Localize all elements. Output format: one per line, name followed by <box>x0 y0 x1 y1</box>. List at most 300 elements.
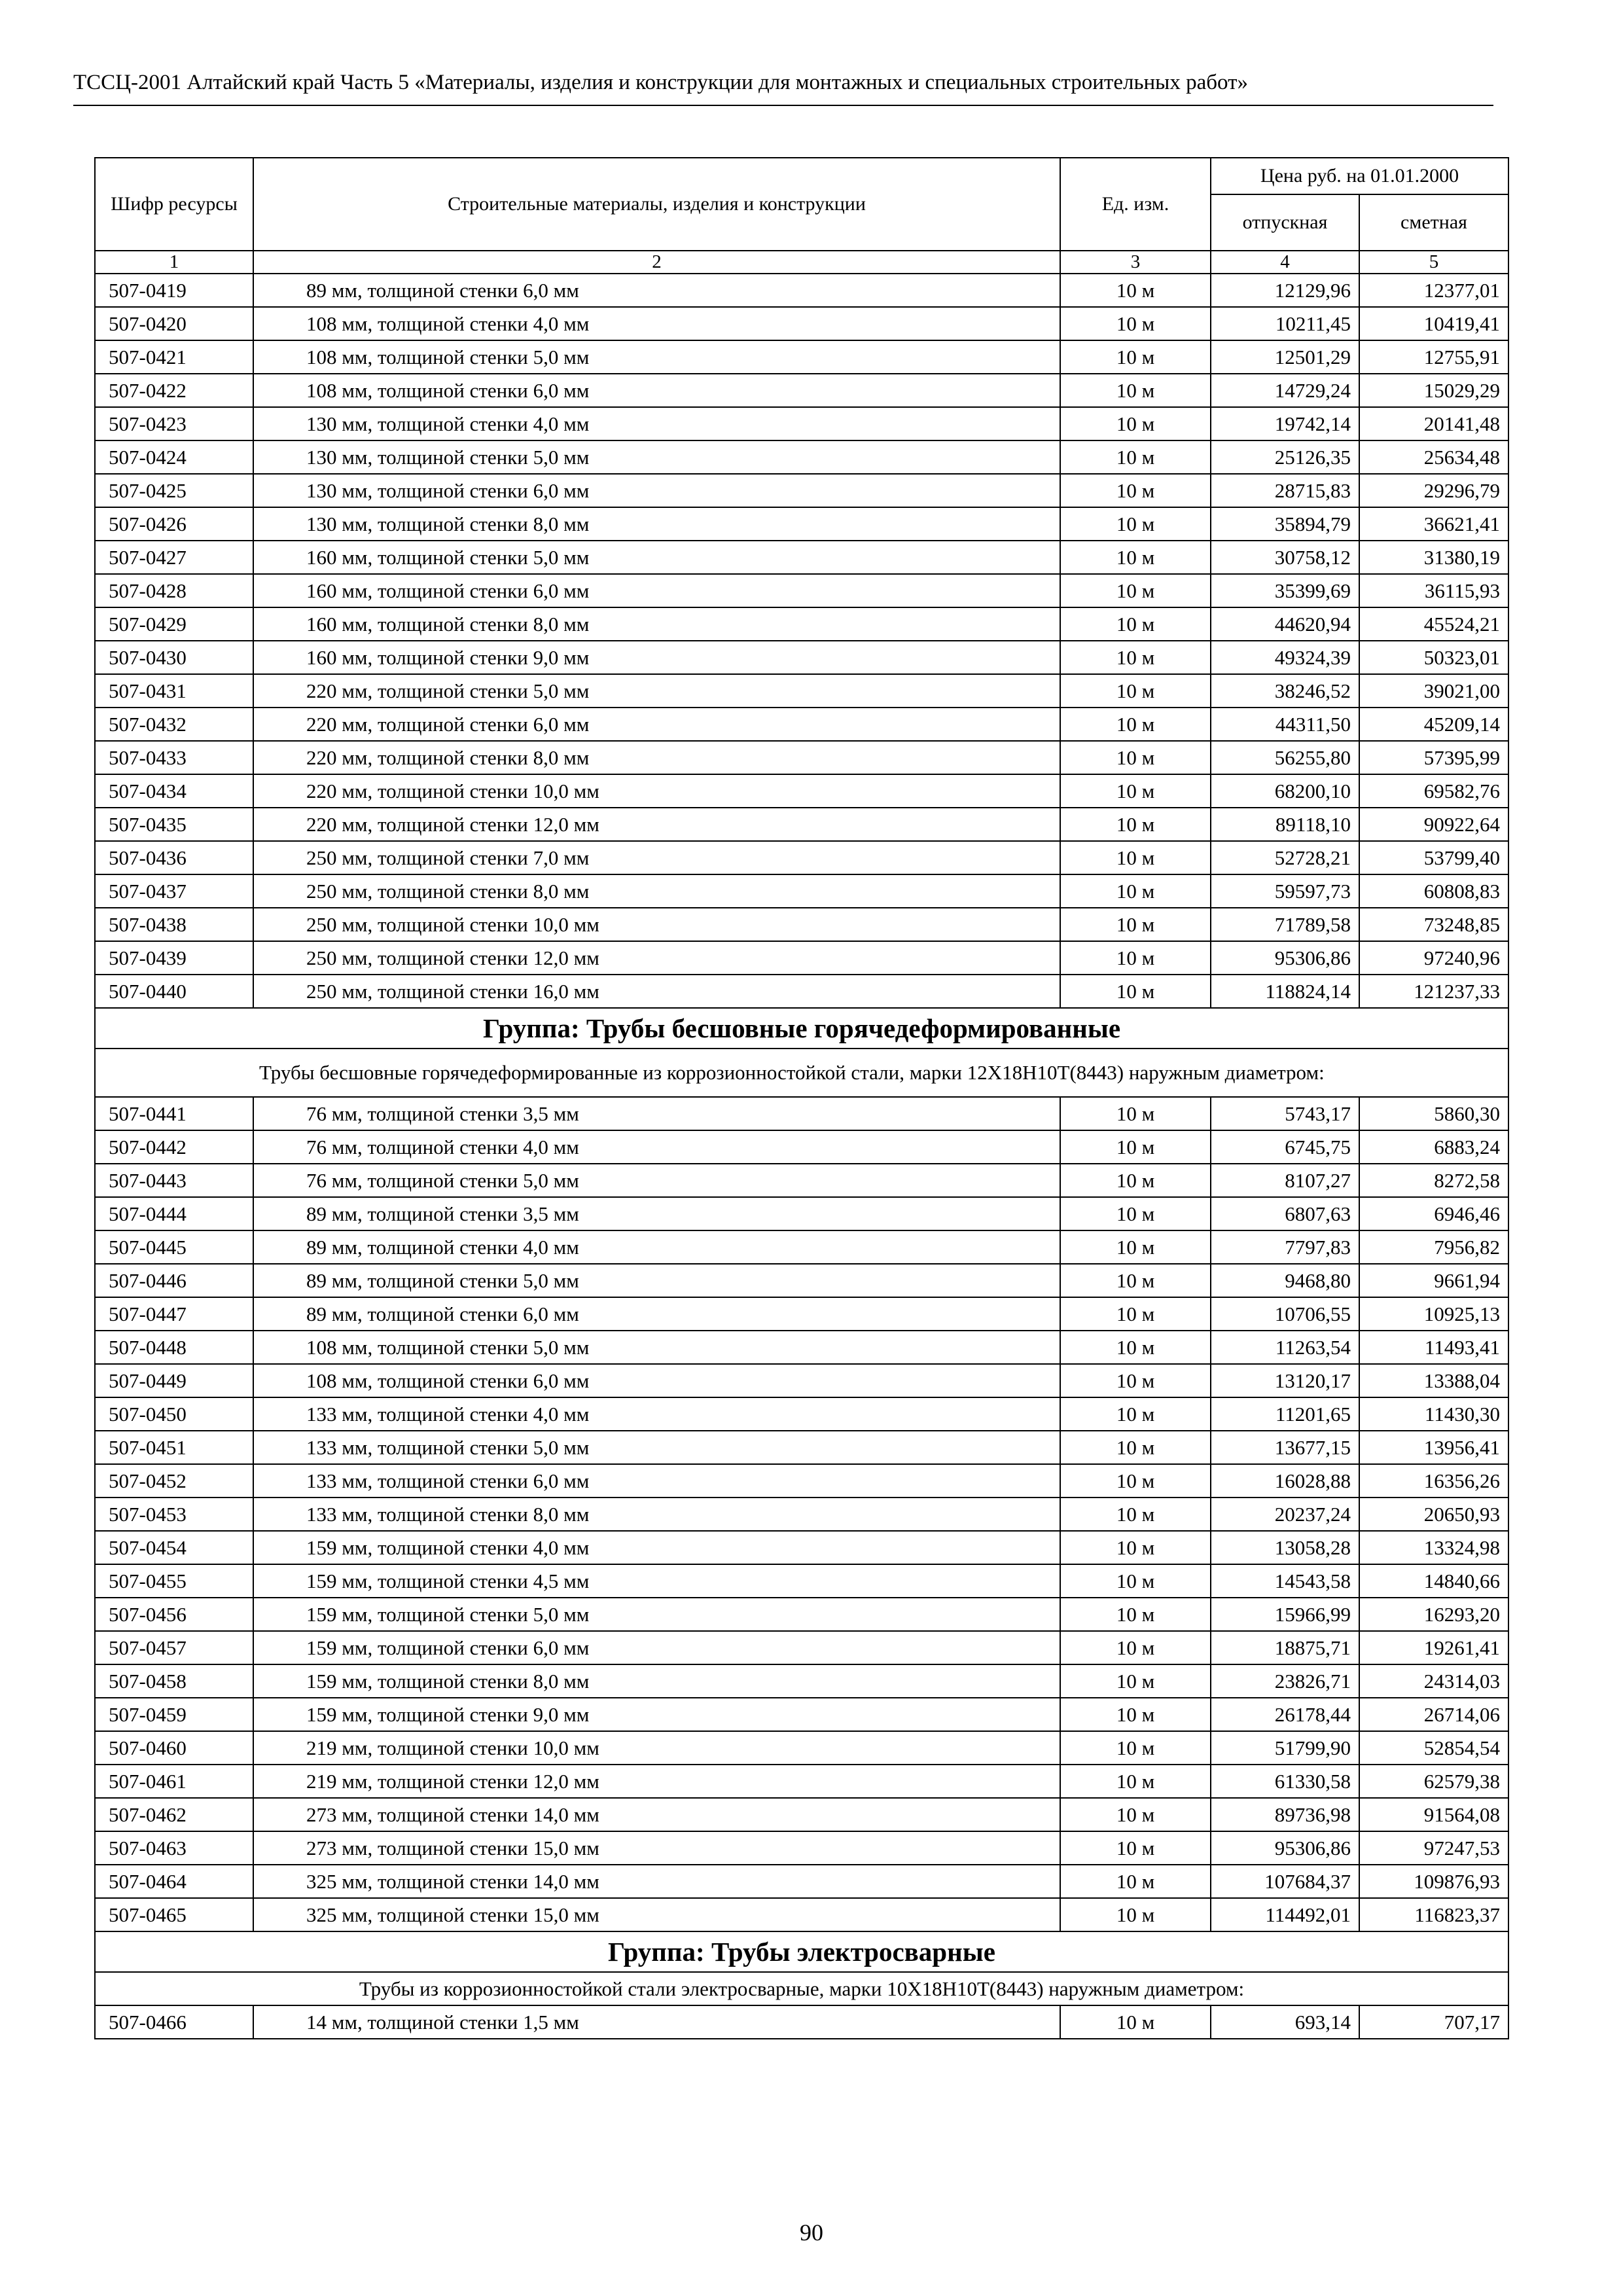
estimate-price: 16293,20 <box>1359 1598 1508 1631</box>
release-price: 23826,71 <box>1211 1664 1359 1698</box>
table-row <box>95 1698 1508 1731</box>
group-description: Трубы бесшовные горячедеформированные из коррозионностойкой стали, марки 12Х18Н10Т(8443) наружным диаметром: <box>95 1049 1508 1097</box>
unit-cell: 10 м <box>1060 1164 1211 1197</box>
item-description: 89 мм, толщиной стенки 5,0 мм <box>253 1264 1060 1297</box>
item-description: 76 мм, толщиной стенки 3,5 мм <box>253 1097 1060 1130</box>
resource-code: 507-0445 <box>95 1230 253 1264</box>
resource-code: 507-0459 <box>95 1698 253 1731</box>
estimate-price: 53799,40 <box>1359 841 1508 874</box>
release-price: 13120,17 <box>1211 1364 1359 1397</box>
release-price: 49324,39 <box>1211 641 1359 674</box>
resource-code: 507-0457 <box>95 1631 253 1664</box>
resource-code: 507-0455 <box>95 1564 253 1598</box>
release-price: 35894,79 <box>1211 507 1359 541</box>
item-description: 325 мм, толщиной стенки 15,0 мм <box>253 1898 1060 1931</box>
item-description: 273 мм, толщиной стенки 14,0 мм <box>253 1798 1060 1831</box>
release-price: 114492,01 <box>1211 1898 1359 1931</box>
estimate-price: 57395,99 <box>1359 741 1508 774</box>
table-row <box>95 774 1508 808</box>
resource-code: 507-0435 <box>95 808 253 841</box>
resource-code: 507-0437 <box>95 874 253 908</box>
release-price: 95306,86 <box>1211 941 1359 975</box>
estimate-price: 36621,41 <box>1359 507 1508 541</box>
table-row <box>95 1431 1508 1464</box>
estimate-price: 10925,13 <box>1359 1297 1508 1331</box>
release-price: 18875,71 <box>1211 1631 1359 1664</box>
resource-code: 507-0422 <box>95 374 253 407</box>
unit-cell: 10 м <box>1060 1297 1211 1331</box>
column-number: 5 <box>1359 251 1508 274</box>
release-price: 107684,37 <box>1211 1865 1359 1898</box>
release-price: 11263,54 <box>1211 1331 1359 1364</box>
release-price: 11201,65 <box>1211 1397 1359 1431</box>
item-description: 76 мм, толщиной стенки 4,0 мм <box>253 1130 1060 1164</box>
estimate-price: 52854,54 <box>1359 1731 1508 1765</box>
table-row <box>95 274 1508 307</box>
col-header-name: Строительные материалы, изделия и конструкции <box>253 158 1060 251</box>
table-row <box>95 307 1508 340</box>
item-description: 250 мм, толщиной стенки 16,0 мм <box>253 975 1060 1008</box>
table-row <box>95 641 1508 674</box>
table-row <box>95 1397 1508 1431</box>
release-price: 95306,86 <box>1211 1831 1359 1865</box>
estimate-price: 116823,37 <box>1359 1898 1508 1931</box>
item-description: 160 мм, толщиной стенки 8,0 мм <box>253 607 1060 641</box>
unit-cell: 10 м <box>1060 1130 1211 1164</box>
item-description: 250 мм, толщиной стенки 10,0 мм <box>253 908 1060 941</box>
item-description: 108 мм, толщиной стенки 6,0 мм <box>253 374 1060 407</box>
item-description: 133 мм, толщиной стенки 5,0 мм <box>253 1431 1060 1464</box>
release-price: 14729,24 <box>1211 374 1359 407</box>
page-header: ТССЦ-2001 Алтайский край Часть 5 «Материалы, изделия и конструкции для монтажных и специальных строительных работ» <box>73 71 1249 94</box>
table-row <box>95 1164 1508 1197</box>
table-row <box>95 1598 1508 1631</box>
item-description: 219 мм, толщиной стенки 12,0 мм <box>253 1765 1060 1798</box>
column-number: 2 <box>253 251 1060 274</box>
unit-cell: 10 м <box>1060 541 1211 574</box>
resource-code: 507-0438 <box>95 908 253 941</box>
release-price: 30758,12 <box>1211 541 1359 574</box>
unit-cell: 10 м <box>1060 307 1211 340</box>
table-row <box>95 1464 1508 1498</box>
price-table <box>94 157 1509 2039</box>
estimate-price: 14840,66 <box>1359 1564 1508 1598</box>
estimate-price: 69582,76 <box>1359 774 1508 808</box>
item-description: 133 мм, толщиной стенки 6,0 мм <box>253 1464 1060 1498</box>
estimate-price: 26714,06 <box>1359 1698 1508 1731</box>
item-description: 219 мм, толщиной стенки 10,0 мм <box>253 1731 1060 1765</box>
estimate-price: 13324,98 <box>1359 1531 1508 1564</box>
item-description: 250 мм, толщиной стенки 12,0 мм <box>253 941 1060 975</box>
resource-code: 507-0430 <box>95 641 253 674</box>
resource-code: 507-0458 <box>95 1664 253 1698</box>
resource-code: 507-0464 <box>95 1865 253 1898</box>
estimate-price: 45524,21 <box>1359 607 1508 641</box>
release-price: 35399,69 <box>1211 574 1359 607</box>
unit-cell: 10 м <box>1060 1331 1211 1364</box>
estimate-price: 109876,93 <box>1359 1865 1508 1898</box>
table-row <box>95 1664 1508 1698</box>
resource-code: 507-0425 <box>95 474 253 507</box>
table-row <box>95 908 1508 941</box>
resource-code: 507-0419 <box>95 274 253 307</box>
table-row <box>95 1364 1508 1397</box>
unit-cell: 10 м <box>1060 641 1211 674</box>
item-description: 220 мм, толщиной стенки 12,0 мм <box>253 808 1060 841</box>
resource-code: 507-0421 <box>95 340 253 374</box>
item-description: 76 мм, толщиной стенки 5,0 мм <box>253 1164 1060 1197</box>
unit-cell: 10 м <box>1060 1097 1211 1130</box>
release-price: 10706,55 <box>1211 1297 1359 1331</box>
release-price: 693,14 <box>1211 2005 1359 2039</box>
estimate-price: 6946,46 <box>1359 1197 1508 1230</box>
unit-cell: 10 м <box>1060 507 1211 541</box>
item-description: 250 мм, толщиной стенки 8,0 мм <box>253 874 1060 908</box>
resource-code: 507-0428 <box>95 574 253 607</box>
col-header-unit: Ед. изм. <box>1060 158 1211 251</box>
resource-code: 507-0447 <box>95 1297 253 1331</box>
estimate-price: 15029,29 <box>1359 374 1508 407</box>
resource-code: 507-0444 <box>95 1197 253 1230</box>
estimate-price: 10419,41 <box>1359 307 1508 340</box>
item-description: 250 мм, толщиной стенки 7,0 мм <box>253 841 1060 874</box>
resource-code: 507-0462 <box>95 1798 253 1831</box>
unit-cell: 10 м <box>1060 607 1211 641</box>
table-row <box>95 741 1508 774</box>
estimate-price: 5860,30 <box>1359 1097 1508 1130</box>
item-description: 130 мм, толщиной стенки 6,0 мм <box>253 474 1060 507</box>
unit-cell: 10 м <box>1060 774 1211 808</box>
release-price: 9468,80 <box>1211 1264 1359 1297</box>
unit-cell: 10 м <box>1060 1264 1211 1297</box>
table-row <box>95 1564 1508 1598</box>
table-row <box>95 1264 1508 1297</box>
item-description: 220 мм, толщиной стенки 5,0 мм <box>253 674 1060 708</box>
table-row <box>95 941 1508 975</box>
unit-cell: 10 м <box>1060 1598 1211 1631</box>
release-price: 71789,58 <box>1211 908 1359 941</box>
item-description: 89 мм, толщиной стенки 6,0 мм <box>253 274 1060 307</box>
table-row <box>95 708 1508 741</box>
item-description: 89 мм, толщиной стенки 4,0 мм <box>253 1230 1060 1264</box>
release-price: 8107,27 <box>1211 1164 1359 1197</box>
resource-code: 507-0448 <box>95 1331 253 1364</box>
estimate-price: 50323,01 <box>1359 641 1508 674</box>
resource-code: 507-0446 <box>95 1264 253 1297</box>
unit-cell: 10 м <box>1060 1865 1211 1898</box>
item-description: 159 мм, толщиной стенки 8,0 мм <box>253 1664 1060 1698</box>
estimate-price: 121237,33 <box>1359 975 1508 1008</box>
estimate-price: 11430,30 <box>1359 1397 1508 1431</box>
table-row <box>95 1097 1508 1130</box>
item-description: 160 мм, толщиной стенки 9,0 мм <box>253 641 1060 674</box>
estimate-price: 24314,03 <box>1359 1664 1508 1698</box>
release-price: 44620,94 <box>1211 607 1359 641</box>
table-row <box>95 1798 1508 1831</box>
resource-code: 507-0463 <box>95 1831 253 1865</box>
unit-cell: 10 м <box>1060 1364 1211 1397</box>
estimate-price: 13956,41 <box>1359 1431 1508 1464</box>
unit-cell: 10 м <box>1060 841 1211 874</box>
release-price: 5743,17 <box>1211 1097 1359 1130</box>
unit-cell: 10 м <box>1060 1898 1211 1931</box>
unit-cell: 10 м <box>1060 674 1211 708</box>
unit-cell: 10 м <box>1060 1197 1211 1230</box>
item-description: 108 мм, толщиной стенки 5,0 мм <box>253 1331 1060 1364</box>
item-description: 130 мм, толщиной стенки 5,0 мм <box>253 440 1060 474</box>
resource-code: 507-0454 <box>95 1531 253 1564</box>
resource-code: 507-0431 <box>95 674 253 708</box>
item-description: 108 мм, толщиной стенки 4,0 мм <box>253 307 1060 340</box>
release-price: 7797,83 <box>1211 1230 1359 1264</box>
item-description: 14 мм, толщиной стенки 1,5 мм <box>253 2005 1060 2039</box>
table-row <box>95 474 1508 507</box>
item-description: 159 мм, толщиной стенки 4,5 мм <box>253 1564 1060 1598</box>
table-row <box>95 507 1508 541</box>
release-price: 12501,29 <box>1211 340 1359 374</box>
unit-cell: 10 м <box>1060 1698 1211 1731</box>
resource-code: 507-0433 <box>95 741 253 774</box>
resource-code: 507-0442 <box>95 1130 253 1164</box>
estimate-price: 12377,01 <box>1359 274 1508 307</box>
unit-cell: 10 м <box>1060 1464 1211 1498</box>
item-description: 220 мм, толщиной стенки 6,0 мм <box>253 708 1060 741</box>
group-title-row <box>95 1008 1508 1049</box>
group-title: Группа: Трубы электросварные <box>95 1931 1508 1972</box>
resource-code: 507-0440 <box>95 975 253 1008</box>
unit-cell: 10 м <box>1060 1230 1211 1264</box>
group-title: Группа: Трубы бесшовные горячедеформированные <box>95 1008 1508 1049</box>
estimate-price: 7956,82 <box>1359 1230 1508 1264</box>
estimate-price: 90922,64 <box>1359 808 1508 841</box>
item-description: 273 мм, толщиной стенки 15,0 мм <box>253 1831 1060 1865</box>
table-row <box>95 1865 1508 1898</box>
release-price: 59597,73 <box>1211 874 1359 908</box>
resource-code: 507-0436 <box>95 841 253 874</box>
resource-code: 507-0429 <box>95 607 253 641</box>
estimate-price: 97240,96 <box>1359 941 1508 975</box>
estimate-price: 60808,83 <box>1359 874 1508 908</box>
col-header-estimate-price: сметная <box>1359 194 1508 251</box>
estimate-price: 13388,04 <box>1359 1364 1508 1397</box>
item-description: 89 мм, толщиной стенки 3,5 мм <box>253 1197 1060 1230</box>
release-price: 28715,83 <box>1211 474 1359 507</box>
estimate-price: 19261,41 <box>1359 1631 1508 1664</box>
item-description: 130 мм, толщиной стенки 8,0 мм <box>253 507 1060 541</box>
release-price: 89736,98 <box>1211 1798 1359 1831</box>
table-row <box>95 607 1508 641</box>
unit-cell: 10 м <box>1060 1498 1211 1531</box>
unit-cell: 10 м <box>1060 407 1211 440</box>
table-row <box>95 1898 1508 1931</box>
item-description: 89 мм, толщиной стенки 6,0 мм <box>253 1297 1060 1331</box>
unit-cell: 10 м <box>1060 340 1211 374</box>
unit-cell: 10 м <box>1060 1664 1211 1698</box>
resource-code: 507-0453 <box>95 1498 253 1531</box>
release-price: 6807,63 <box>1211 1197 1359 1230</box>
item-description: 159 мм, толщиной стенки 5,0 мм <box>253 1598 1060 1631</box>
estimate-price: 16356,26 <box>1359 1464 1508 1498</box>
item-description: 130 мм, толщиной стенки 4,0 мм <box>253 407 1060 440</box>
table-row <box>95 1498 1508 1531</box>
estimate-price: 62579,38 <box>1359 1765 1508 1798</box>
resource-code: 507-0465 <box>95 1898 253 1931</box>
item-description: 220 мм, толщиной стенки 8,0 мм <box>253 741 1060 774</box>
release-price: 16028,88 <box>1211 1464 1359 1498</box>
group-description-row <box>95 1972 1508 2005</box>
release-price: 19742,14 <box>1211 407 1359 440</box>
table-row <box>95 1130 1508 1164</box>
unit-cell: 10 м <box>1060 1397 1211 1431</box>
table-row <box>95 808 1508 841</box>
table-row <box>95 1765 1508 1798</box>
unit-cell: 10 м <box>1060 1564 1211 1598</box>
release-price: 61330,58 <box>1211 1765 1359 1798</box>
table-header-row <box>95 158 1508 194</box>
resource-code: 507-0432 <box>95 708 253 741</box>
release-price: 118824,14 <box>1211 975 1359 1008</box>
release-price: 52728,21 <box>1211 841 1359 874</box>
unit-cell: 10 м <box>1060 874 1211 908</box>
estimate-price: 20650,93 <box>1359 1498 1508 1531</box>
table-row <box>95 1197 1508 1230</box>
release-price: 25126,35 <box>1211 440 1359 474</box>
page-number: 90 <box>800 2219 823 2246</box>
col-header-price: Цена руб. на 01.01.2000 <box>1211 158 1508 194</box>
table-row <box>95 841 1508 874</box>
header-rule <box>73 105 1493 106</box>
unit-cell: 10 м <box>1060 574 1211 607</box>
table-row <box>95 1331 1508 1364</box>
resource-code: 507-0461 <box>95 1765 253 1798</box>
unit-cell: 10 м <box>1060 741 1211 774</box>
resource-code: 507-0452 <box>95 1464 253 1498</box>
estimate-price: 20141,48 <box>1359 407 1508 440</box>
estimate-price: 31380,19 <box>1359 541 1508 574</box>
resource-code: 507-0424 <box>95 440 253 474</box>
resource-code: 507-0441 <box>95 1097 253 1130</box>
group-description-row <box>95 1049 1508 1097</box>
table-row <box>95 374 1508 407</box>
release-price: 12129,96 <box>1211 274 1359 307</box>
unit-cell: 10 м <box>1060 1765 1211 1798</box>
item-description: 159 мм, толщиной стенки 9,0 мм <box>253 1698 1060 1731</box>
item-description: 133 мм, толщиной стенки 8,0 мм <box>253 1498 1060 1531</box>
unit-cell: 10 м <box>1060 1531 1211 1564</box>
release-price: 26178,44 <box>1211 1698 1359 1731</box>
unit-cell: 10 м <box>1060 1431 1211 1464</box>
estimate-price: 73248,85 <box>1359 908 1508 941</box>
item-description: 108 мм, толщиной стенки 6,0 мм <box>253 1364 1060 1397</box>
estimate-price: 707,17 <box>1359 2005 1508 2039</box>
release-price: 51799,90 <box>1211 1731 1359 1765</box>
item-description: 160 мм, толщиной стенки 5,0 мм <box>253 541 1060 574</box>
resource-code: 507-0434 <box>95 774 253 808</box>
unit-cell: 10 м <box>1060 941 1211 975</box>
resource-code: 507-0426 <box>95 507 253 541</box>
unit-cell: 10 м <box>1060 374 1211 407</box>
table-row <box>95 1831 1508 1865</box>
table-row <box>95 2005 1508 2039</box>
table-row <box>95 340 1508 374</box>
unit-cell: 10 м <box>1060 808 1211 841</box>
group-description: Трубы из коррозионностойкой стали электросварные, марки 10Х18Н10Т(8443) наружным диаметром: <box>95 1972 1508 2005</box>
item-description: 133 мм, толщиной стенки 4,0 мм <box>253 1397 1060 1431</box>
unit-cell: 10 м <box>1060 708 1211 741</box>
estimate-price: 12755,91 <box>1359 340 1508 374</box>
unit-cell: 10 м <box>1060 440 1211 474</box>
unit-cell: 10 м <box>1060 474 1211 507</box>
resource-code: 507-0423 <box>95 407 253 440</box>
resource-code: 507-0466 <box>95 2005 253 2039</box>
table-row <box>95 1230 1508 1264</box>
table-row <box>95 1631 1508 1664</box>
release-price: 6745,75 <box>1211 1130 1359 1164</box>
column-number: 4 <box>1211 251 1359 274</box>
table-row <box>95 574 1508 607</box>
group-title-row <box>95 1931 1508 1972</box>
table-row <box>95 541 1508 574</box>
unit-cell: 10 м <box>1060 908 1211 941</box>
table-row <box>95 975 1508 1008</box>
resource-code: 507-0439 <box>95 941 253 975</box>
col-header-release-price: отпускная <box>1211 194 1359 251</box>
estimate-price: 36115,93 <box>1359 574 1508 607</box>
resource-code: 507-0456 <box>95 1598 253 1631</box>
unit-cell: 10 м <box>1060 1731 1211 1765</box>
item-description: 159 мм, толщиной стенки 6,0 мм <box>253 1631 1060 1664</box>
table-row <box>95 674 1508 708</box>
unit-cell: 10 м <box>1060 1798 1211 1831</box>
resource-code: 507-0443 <box>95 1164 253 1197</box>
release-price: 10211,45 <box>1211 307 1359 340</box>
resource-code: 507-0450 <box>95 1397 253 1431</box>
unit-cell: 10 м <box>1060 274 1211 307</box>
estimate-price: 9661,94 <box>1359 1264 1508 1297</box>
table-row <box>95 1731 1508 1765</box>
unit-cell: 10 м <box>1060 975 1211 1008</box>
unit-cell: 10 м <box>1060 1631 1211 1664</box>
release-price: 38246,52 <box>1211 674 1359 708</box>
estimate-price: 6883,24 <box>1359 1130 1508 1164</box>
release-price: 15966,99 <box>1211 1598 1359 1631</box>
item-description: 159 мм, толщиной стенки 4,0 мм <box>253 1531 1060 1564</box>
column-number: 3 <box>1060 251 1211 274</box>
col-header-code: Шифр ресурсы <box>95 158 253 251</box>
item-description: 160 мм, толщиной стенки 6,0 мм <box>253 574 1060 607</box>
estimate-price: 91564,08 <box>1359 1798 1508 1831</box>
release-price: 89118,10 <box>1211 808 1359 841</box>
resource-code: 507-0460 <box>95 1731 253 1765</box>
estimate-price: 11493,41 <box>1359 1331 1508 1364</box>
release-price: 20237,24 <box>1211 1498 1359 1531</box>
release-price: 68200,10 <box>1211 774 1359 808</box>
resource-code: 507-0427 <box>95 541 253 574</box>
resource-code: 507-0451 <box>95 1431 253 1464</box>
release-price: 44311,50 <box>1211 708 1359 741</box>
resource-code: 507-0420 <box>95 307 253 340</box>
estimate-price: 97247,53 <box>1359 1831 1508 1865</box>
table-row <box>95 440 1508 474</box>
estimate-price: 8272,58 <box>1359 1164 1508 1197</box>
table-row <box>95 1531 1508 1564</box>
table-row <box>95 874 1508 908</box>
estimate-price: 25634,48 <box>1359 440 1508 474</box>
release-price: 14543,58 <box>1211 1564 1359 1598</box>
estimate-price: 39021,00 <box>1359 674 1508 708</box>
resource-code: 507-0449 <box>95 1364 253 1397</box>
table-row <box>95 407 1508 440</box>
